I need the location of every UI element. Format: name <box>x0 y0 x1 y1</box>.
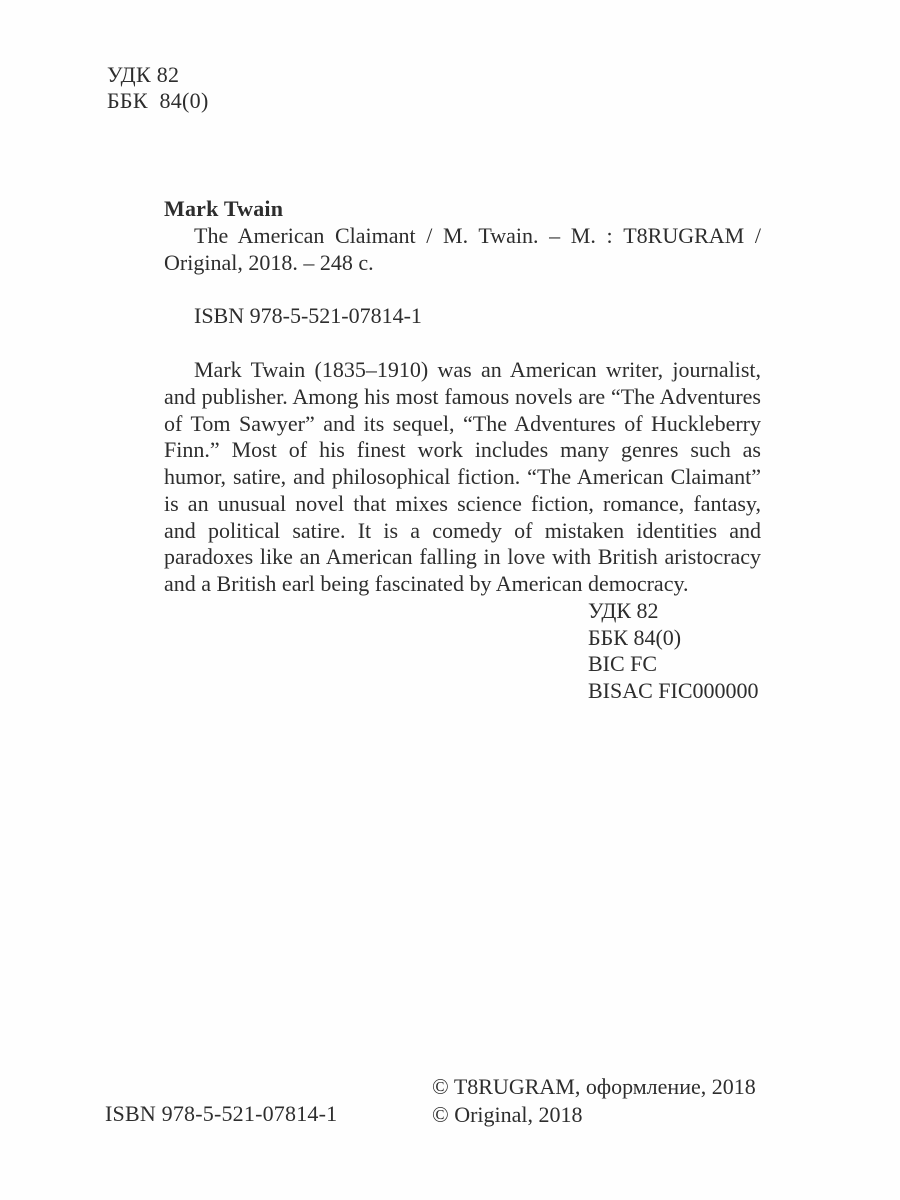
bibliographic-entry: The American Claimant / M. Twain. – М. : T8RUGRAM / Original, 2018. – 248 с. <box>164 222 761 275</box>
bbk-code: ББК 84(0) <box>588 624 682 650</box>
author-name: Mark Twain <box>164 196 284 221</box>
bic-code: BIC FC <box>588 651 658 677</box>
copyright-original: © Original, 2018 <box>432 1102 583 1127</box>
isbn-line: ISBN 978-5-521-07814-1 <box>194 303 422 329</box>
book-annotation: Mark Twain (1835–1910) was an American writer, journalist, and publisher. Among his most famous novels are “The Adventures of Tom Sawyer” and its sequel, “The Adventures of Huckleberry Finn.” Most of his finest work includes many genres such as humor, satire, and philosophical fiction. “The American Claimant” is an unusual novel that mixes science fiction, romance, fantasy, and political satire. It is a comedy of mistaken identities and paradoxes like an American falling in love with British aristocracy and a British earl being fascinated by American democracy. <box>164 357 761 596</box>
copyright-block <box>432 1073 756 1129</box>
copyright-publisher: © T8RUGRAM, оформление, 2018 <box>432 1074 756 1099</box>
bbk-code-top: ББК 84(0) <box>107 88 209 113</box>
footer-isbn: ISBN 978-5-521-07814-1 <box>105 1101 338 1126</box>
classification-codes-block <box>588 598 761 705</box>
udk-code: УДК 82 <box>588 597 659 623</box>
bisac-code: BISAC FIC000000 <box>588 678 759 703</box>
top-classification-codes <box>107 62 209 114</box>
udk-code-top: УДК 82 <box>107 62 180 87</box>
imprint-block <box>164 196 761 705</box>
